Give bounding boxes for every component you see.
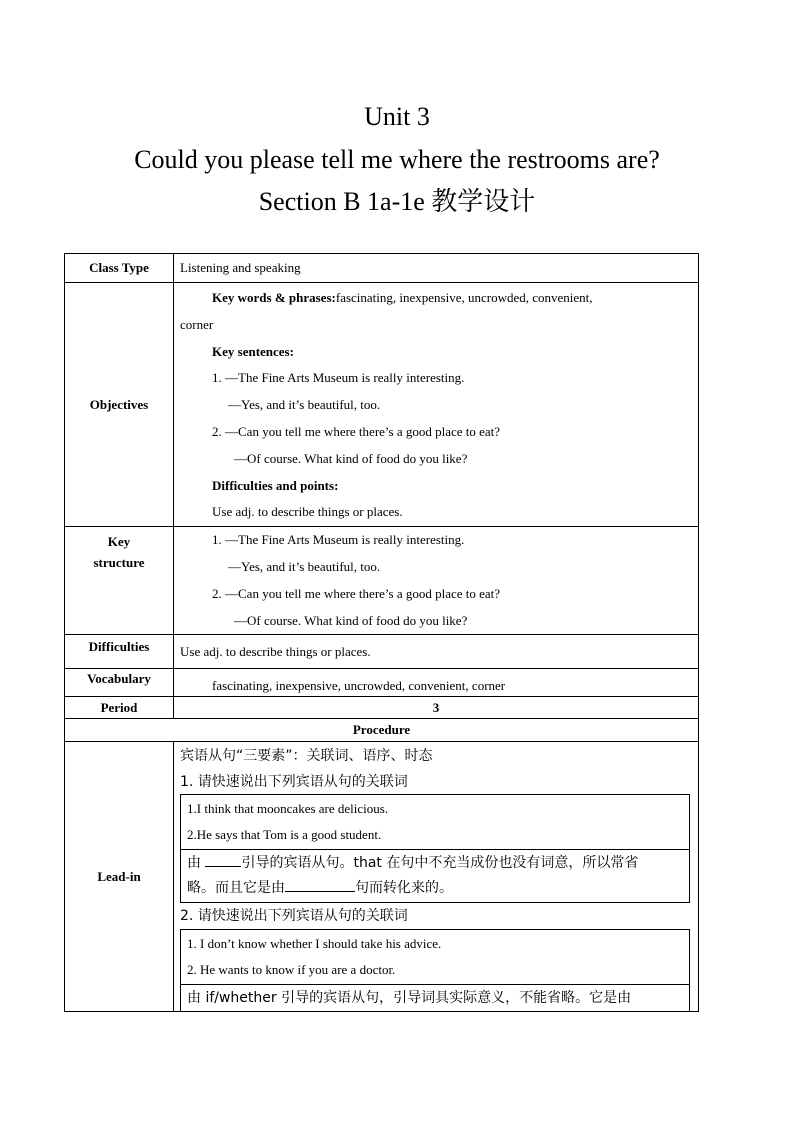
structure-sentence-1-reply: —Yes, and it’s beautiful, too.	[228, 558, 381, 574]
objectives-label: Objectives	[65, 283, 174, 527]
difficulties-value: Use adj. to describe things or places.	[174, 635, 699, 669]
vocabulary-value: fascinating, inexpensive, uncrowded, convenient, corner	[174, 669, 699, 697]
lead-in-row	[65, 742, 699, 1012]
note-1-part-c: 略。而且它是由	[187, 880, 285, 897]
key-sentences-label: Key sentences:	[212, 343, 294, 359]
example-box-2	[180, 929, 690, 1011]
example-2-sentence-2: 2. He wants to know if you are a doctor.	[187, 962, 396, 978]
key-words-label: Key words & phrases:	[212, 290, 336, 305]
procedure-row	[65, 719, 699, 742]
objective-sentence-1-reply: —Yes, and it’s beautiful, too.	[228, 397, 381, 413]
key-structure-content	[174, 527, 699, 635]
structure-sentence-1: 1. —The Fine Arts Museum is really interesting.	[212, 532, 465, 548]
example-box-1	[180, 794, 690, 903]
period-row	[65, 697, 699, 719]
objectives-content	[174, 283, 699, 527]
note-1-part-d: 句而转化来的。	[355, 880, 453, 897]
procedure-header: Procedure	[65, 719, 699, 742]
lead-in-content	[174, 742, 699, 1012]
structure-sentence-2: 2. —Can you tell me where there’s a good place to eat?	[212, 585, 501, 601]
note-box-1	[181, 850, 690, 903]
example-2-sentence-1: 1. I don’t know whether I should take his advice.	[187, 935, 442, 951]
key-structure-label	[65, 527, 174, 635]
class-type-value: Listening and speaking	[174, 254, 699, 283]
structure-sentence-2-reply: —Of course. What kind of food do you like?	[234, 612, 468, 628]
unit-title: Unit 3	[364, 102, 430, 131]
objective-sentence-2-reply: —Of course. What kind of food do you like?	[234, 450, 468, 466]
blank-line	[285, 877, 355, 892]
period-value: 3	[174, 697, 699, 719]
lead-in-question-1: 1. 请快速说出下列宾语从句的关联词	[180, 774, 408, 791]
vocabulary-row	[65, 669, 699, 697]
class-type-row	[65, 254, 699, 283]
key-structure-label-line2: structure	[93, 555, 145, 571]
note-box-2: 由 if/whether 引导的宾语从句，引导词具实际意义，不能省略。它是由	[181, 985, 690, 1012]
objective-sentence-2: 2. —Can you tell me where there’s a good place to eat?	[212, 423, 501, 439]
key-structure-label-line1: Key	[107, 534, 131, 550]
key-structure-row	[65, 527, 699, 635]
key-words-continued: corner	[180, 316, 214, 332]
blank-line	[205, 852, 241, 867]
objective-sentence-1: 1. —The Fine Arts Museum is really interesting.	[212, 370, 465, 386]
lesson-plan-table	[64, 253, 699, 1012]
difficulties-label: Difficulties	[65, 635, 174, 669]
example-1-sentence-2: 2.He says that Tom is a good student.	[187, 827, 382, 843]
period-label: Period	[65, 697, 174, 719]
class-type-label: Class Type	[65, 254, 174, 283]
note-1-part-a: 由	[187, 855, 206, 872]
example-1-sentence-1: 1.I think that mooncakes are delicious.	[187, 800, 389, 816]
difficulties-points-text: Use adj. to describe things or places.	[212, 504, 403, 520]
key-words-text: fascinating, inexpensive, uncrowded, convenient,	[335, 290, 593, 305]
note-1-part-b: 引导的宾语从句。that 在句中不充当成份也没有词意，所以常省	[241, 855, 639, 872]
lead-in-question-2: 2. 请快速说出下列宾语从句的关联词	[180, 908, 408, 925]
difficulties-row	[65, 635, 699, 669]
lesson-question-title: Could you please tell me where the restrooms are?	[134, 145, 660, 174]
vocabulary-label: Vocabulary	[65, 669, 174, 697]
difficulties-points-label: Difficulties and points:	[212, 477, 339, 493]
lead-in-intro: 宾语从句“三要素”：关联词、语序、时态	[180, 748, 433, 765]
section-title: Section B 1a-1e 教学设计	[258, 187, 536, 216]
lead-in-label: Lead-in	[65, 742, 174, 1012]
objectives-row	[65, 283, 699, 527]
